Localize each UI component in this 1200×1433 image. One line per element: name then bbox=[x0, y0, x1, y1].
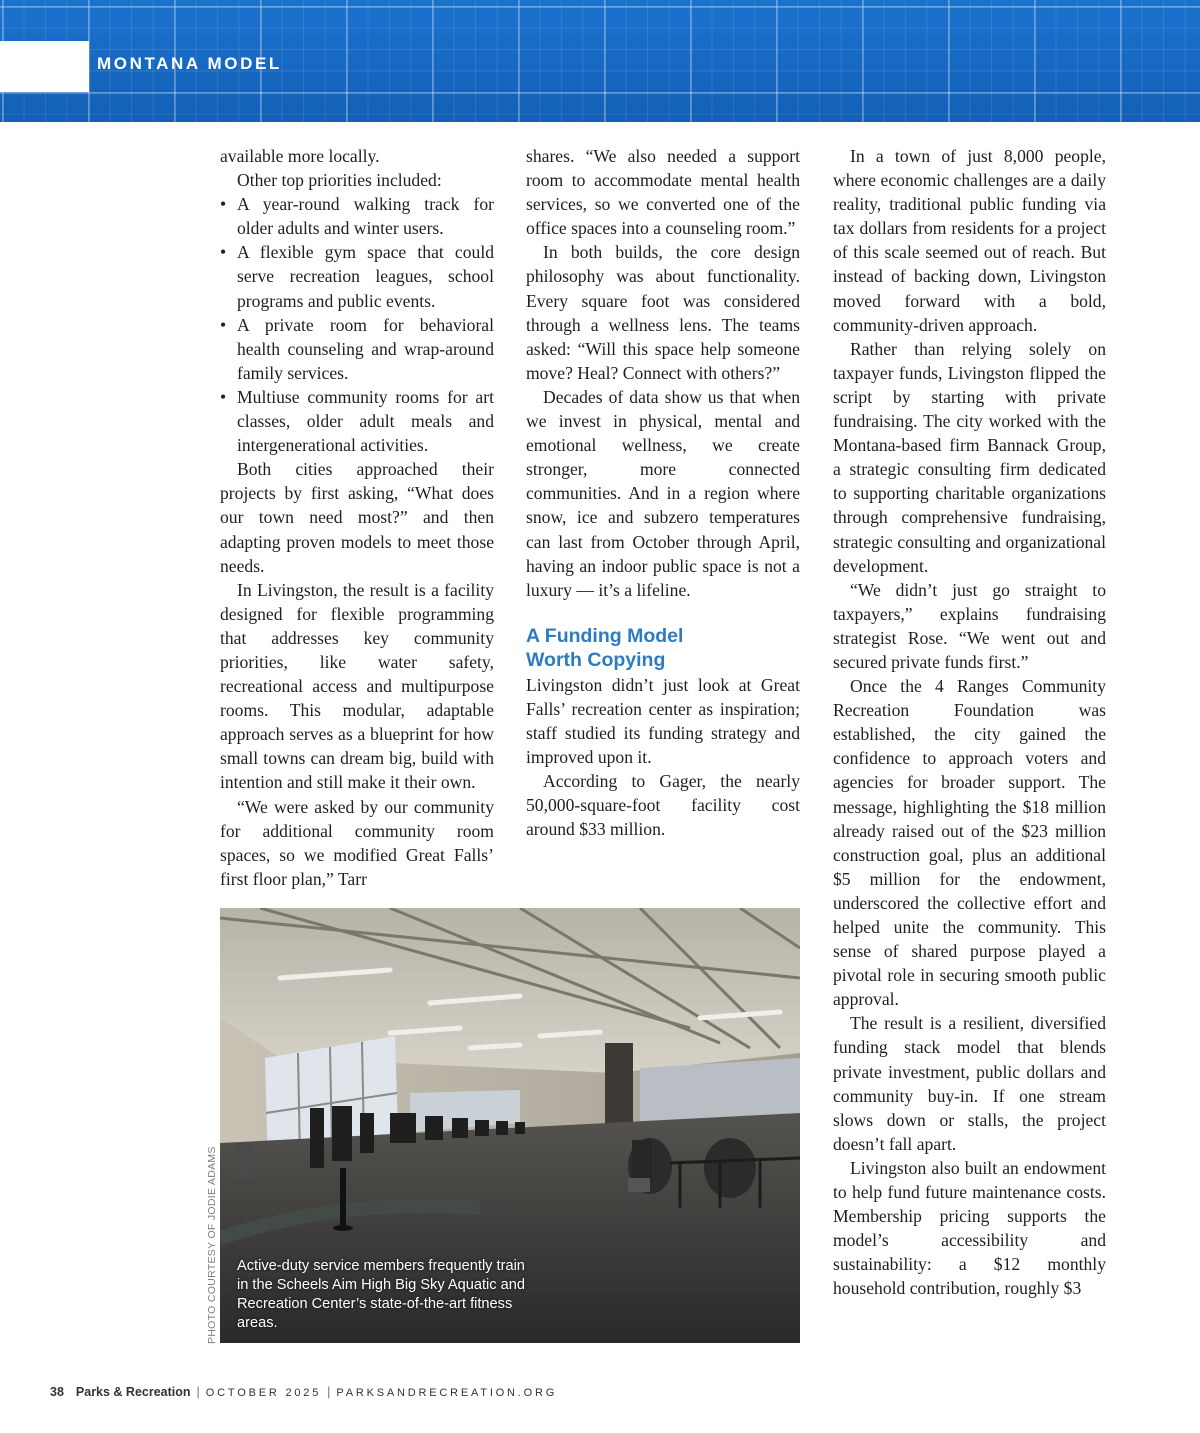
magazine-title: Parks & Recreation bbox=[75, 1385, 191, 1399]
page-number: 38 bbox=[50, 1385, 64, 1399]
paragraph: Other top priorities included: bbox=[237, 170, 442, 191]
bullet-icon: • bbox=[220, 314, 227, 335]
paragraph: Livingston also built an endowment to help fund future maintenance costs. Membership pricing supports the model’s accessibility and sustainability: a $12 monthly household contribution, roughly $3 bbox=[833, 1157, 1106, 1299]
list-item: • A flexible gym space that could serve recreation leagues, school programs and public events. bbox=[220, 242, 494, 311]
banner-tab bbox=[0, 41, 89, 92]
website: PARKSANDRECREATION.ORG bbox=[336, 1387, 558, 1399]
section-heading: A Funding Model Worth Copying bbox=[526, 624, 684, 671]
footer-separator: | bbox=[196, 1385, 200, 1399]
paragraph: “We didn’t just go straight to taxpayers,” explains fundraising strategist Rose. “We went out and secured private funds first.” bbox=[833, 579, 1106, 672]
footer-separator: | bbox=[327, 1385, 331, 1399]
paragraph: “We were asked by our community for additional community room spaces, so we modified Great Falls’ first floor plan,” Tarr bbox=[220, 796, 494, 889]
header-banner bbox=[0, 0, 1200, 122]
fitness-area-photo bbox=[220, 908, 800, 1343]
bullet-icon: • bbox=[220, 242, 227, 263]
article-column-2 bbox=[526, 144, 800, 841]
article-column-3 bbox=[833, 144, 1106, 1301]
list-item: • A year-round walking track for older adults and winter users. bbox=[220, 194, 494, 239]
bullet-icon: • bbox=[220, 194, 227, 215]
paragraph: Decades of data show us that when we invest in physical, mental and emotional wellness, we create stronger, more connected communities. And in a region where snow, ice and subzero temperatures can last from October through April, having an indoor public space is not a luxury — it’s a lifeline. bbox=[526, 386, 800, 600]
section-label: MONTANA MODEL bbox=[97, 54, 282, 73]
paragraph: Once the 4 Ranges Community Recreation Foundation was established, the city gained the confidence to approach voters and agencies for broader support. The message, highlighting the $18 million already raised out of the $23 million construction goal, plus an additional $5 million for the endowment, underscored the collective effort and helped unite the community. This sense of shared purpose played a pivotal role in securing smooth public approval. bbox=[833, 676, 1106, 1010]
bullet-icon: • bbox=[220, 386, 227, 407]
paragraph: Both cities approached their projects by first asking, “What does our town need most?” and then adapting proven models to meet those needs. bbox=[220, 459, 494, 576]
list-item: • Multiuse community rooms for art classes, older adult meals and intergenerational activities. bbox=[220, 386, 494, 456]
list-item: • A private room for behavioral health counseling and wrap-around family services. bbox=[220, 314, 494, 383]
paragraph: According to Gager, the nearly 50,000-square-foot facility cost around $33 million. bbox=[526, 771, 800, 840]
priorities-list bbox=[220, 192, 494, 457]
paragraph: In a town of just 8,000 people, where economic challenges are a daily reality, traditional public funding via tax dollars from residents for a project of this scale seemed out of reach. But instead of backing down, Livingston moved forward with a bold, community-driven approach. bbox=[833, 146, 1106, 335]
paragraph: shares. “We also needed a support room to accommodate mental health services, so we converted one of the office spaces into a counseling room.” bbox=[526, 146, 800, 239]
paragraph: Rather than relying solely on taxpayer funds, Livingston flipped the script by starting with private fundraising. The city worked with the Montana-based firm Bannack Group, a strategic consulting firm dedicated to supporting charitable organizations through comprehensive fundraising, strategic consulting and organizational development. bbox=[833, 338, 1106, 576]
paragraph: In Livingston, the result is a facility designed for flexible programming that addresses key community priorities, like water safety, recreational access and multipurpose rooms. This modular, adaptable approach serves as a blueprint for how small towns can dream big, build with intention and still make it their own. bbox=[220, 579, 494, 793]
paragraph: The result is a resilient, diversified funding stack model that blends private investment, public dollars and community buy-in. If one stream slows down or stalls, the project doesn’t fall apart. bbox=[833, 1013, 1106, 1154]
photo-caption: Active-duty service members frequently train in the Scheels Aim High Big Sky Aquatic and Recreation Center’s state-of-the-art fitness areas. bbox=[237, 1258, 525, 1331]
paragraph: available more locally. bbox=[220, 146, 380, 166]
article-column-1 bbox=[220, 144, 494, 891]
page-footer bbox=[50, 1384, 557, 1401]
paragraph: Livingston didn’t just look at Great Falls’ recreation center as inspiration; staff studied its funding strategy and improved upon it. bbox=[526, 674, 800, 768]
paragraph: In both builds, the core design philosophy was about functionality. Every square foot was considered through a wellness lens. The teams asked: “Will this space help someone move? Heal? Connect with others?” bbox=[526, 242, 800, 383]
photo-credit: PHOTO COURTESY OF JODIE ADAMS bbox=[206, 1146, 218, 1344]
issue-date: OCTOBER 2025 bbox=[205, 1387, 322, 1399]
